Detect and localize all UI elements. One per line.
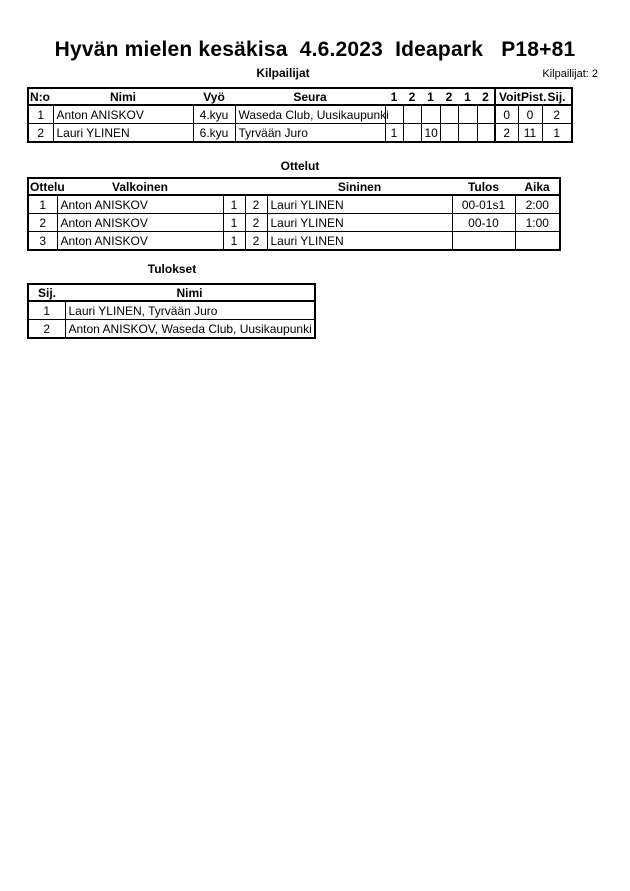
competitors-count: Kilpailijat: 2 bbox=[542, 68, 598, 80]
cell-placement: 1 bbox=[542, 124, 572, 143]
competitor-row bbox=[28, 105, 572, 124]
result-row bbox=[28, 301, 315, 320]
cell-match-number: 3 bbox=[28, 232, 57, 251]
cell-white-name: Anton ANISKOV bbox=[57, 214, 223, 232]
cell-wins: 2 bbox=[495, 124, 518, 143]
column-header: 1 bbox=[458, 88, 477, 105]
column-header: N:o bbox=[28, 88, 53, 105]
cell-belt: 4.kyu bbox=[193, 105, 235, 124]
result-row bbox=[28, 320, 315, 339]
column-header: Nimi bbox=[53, 88, 193, 105]
results-table bbox=[27, 283, 316, 339]
cell-blue-number: 2 bbox=[245, 214, 267, 232]
match-row bbox=[28, 195, 560, 214]
cell-name: Lauri YLINEN bbox=[53, 124, 193, 143]
column-header: 1 bbox=[385, 88, 403, 105]
page-title: Hyvän mielen kesäkisa 4.6.2023 Ideapark P18+81 bbox=[54, 38, 576, 61]
cell-placement: 2 bbox=[542, 105, 572, 124]
column-header: 1 bbox=[421, 88, 440, 105]
column-header: Nimi bbox=[65, 284, 315, 301]
cell-match-number: 2 bbox=[28, 214, 57, 232]
matches-table bbox=[27, 177, 561, 251]
cell-club: Tyrvään Juro bbox=[235, 124, 385, 143]
column-header bbox=[223, 178, 245, 195]
column-header: Valkoinen bbox=[57, 178, 223, 195]
cell-blue-number: 2 bbox=[245, 195, 267, 214]
cell-white-name: Anton ANISKOV bbox=[57, 232, 223, 251]
column-header: Seura bbox=[235, 88, 385, 105]
cell-score bbox=[403, 105, 421, 124]
column-header: 2 bbox=[477, 88, 495, 105]
column-header: Tulos bbox=[452, 178, 515, 195]
cell-blue-number: 2 bbox=[245, 232, 267, 251]
column-header: Sininen bbox=[267, 178, 452, 195]
column-header bbox=[245, 178, 267, 195]
column-header: 2 bbox=[403, 88, 421, 105]
column-header: Voit. bbox=[495, 88, 518, 105]
cell-time bbox=[515, 232, 560, 251]
cell-number: 1 bbox=[28, 105, 53, 124]
results-header-row bbox=[28, 284, 315, 301]
cell-score bbox=[458, 105, 477, 124]
cell-belt: 6.kyu bbox=[193, 124, 235, 143]
cell-number: 2 bbox=[28, 124, 53, 143]
column-header: Aika bbox=[515, 178, 560, 195]
matches-header-row bbox=[28, 178, 560, 195]
cell-white-name: Anton ANISKOV bbox=[57, 195, 223, 214]
cell-white-number: 1 bbox=[223, 232, 245, 251]
cell-name-club: Anton ANISKOV, Waseda Club, Uusikaupunki bbox=[65, 320, 315, 339]
competitors-header-row bbox=[28, 88, 572, 105]
cell-blue-name: Lauri YLINEN bbox=[267, 214, 452, 232]
cell-blue-name: Lauri YLINEN bbox=[267, 195, 452, 214]
column-header: 2 bbox=[440, 88, 458, 105]
competitors-table bbox=[27, 87, 573, 143]
cell-score bbox=[477, 124, 495, 143]
competitor-row bbox=[28, 124, 572, 143]
cell-white-number: 1 bbox=[223, 195, 245, 214]
cell-result bbox=[452, 232, 515, 251]
column-header: Sij. bbox=[28, 284, 65, 301]
cell-time: 1:00 bbox=[515, 214, 560, 232]
cell-placement: 2 bbox=[28, 320, 65, 339]
cell-score bbox=[421, 105, 440, 124]
cell-points: 11 bbox=[518, 124, 542, 143]
cell-score bbox=[477, 105, 495, 124]
cell-time: 2:00 bbox=[515, 195, 560, 214]
cell-points: 0 bbox=[518, 105, 542, 124]
section-label-ottelut: Ottelut bbox=[280, 159, 320, 173]
cell-match-number: 1 bbox=[28, 195, 57, 214]
cell-score bbox=[440, 105, 458, 124]
match-row bbox=[28, 214, 560, 232]
column-header: Vyö bbox=[193, 88, 235, 105]
cell-placement: 1 bbox=[28, 301, 65, 320]
cell-name-club: Lauri YLINEN, Tyrvään Juro bbox=[65, 301, 315, 320]
cell-score: 1 bbox=[385, 124, 403, 143]
section-label-tulokset: Tulokset bbox=[147, 262, 197, 276]
column-header: Ottelu bbox=[30, 179, 65, 194]
cell-score bbox=[403, 124, 421, 143]
cell-score bbox=[458, 124, 477, 143]
cell-score bbox=[440, 124, 458, 143]
column-header: Pist. bbox=[518, 88, 542, 105]
column-header: Sij. bbox=[542, 88, 572, 105]
section-label-kilpailijat: Kilpailijat bbox=[256, 66, 310, 80]
cell-name: Anton ANISKOV bbox=[53, 105, 193, 124]
cell-result: 00-10 bbox=[452, 214, 515, 232]
cell-wins: 0 bbox=[495, 105, 518, 124]
cell-blue-name: Lauri YLINEN bbox=[267, 232, 452, 251]
cell-white-number: 1 bbox=[223, 214, 245, 232]
cell-score: 10 bbox=[421, 124, 440, 143]
cell-result: 00-01s1 bbox=[452, 195, 515, 214]
cell-club: Waseda Club, Uusikaupunki bbox=[235, 105, 385, 124]
match-row bbox=[28, 232, 560, 251]
